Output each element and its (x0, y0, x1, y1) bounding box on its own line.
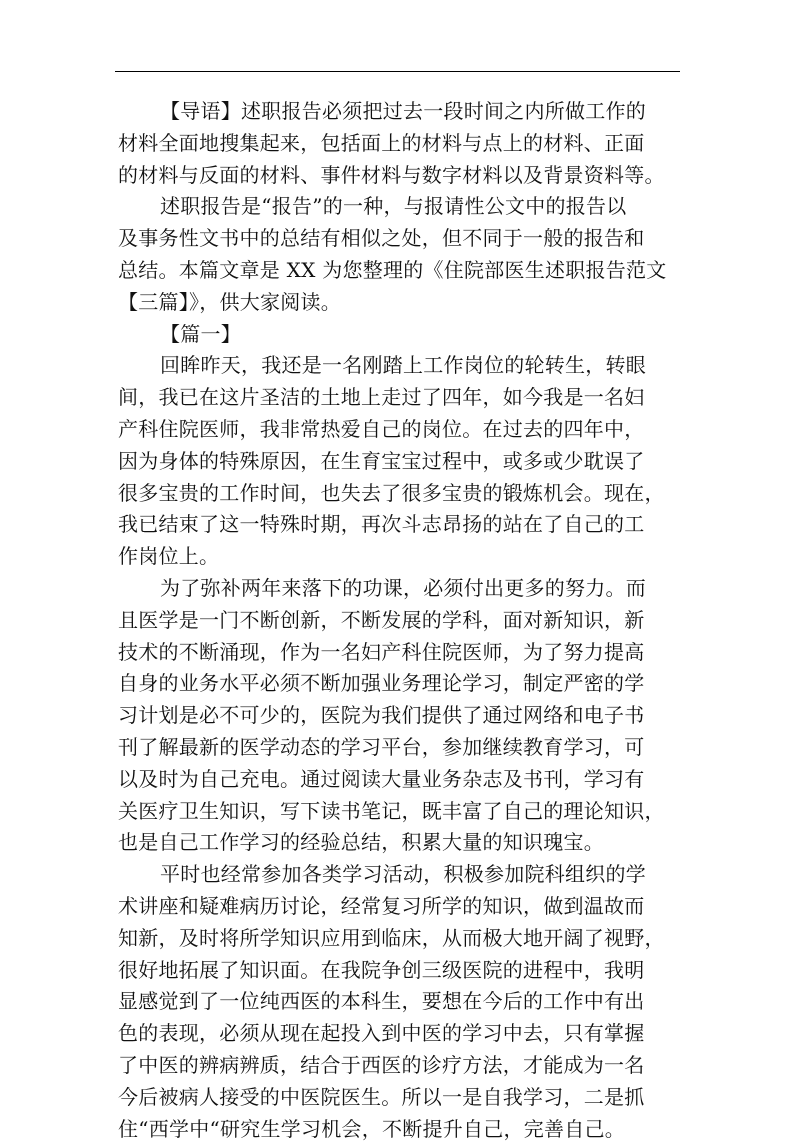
text-line: 很好地拓展了知识面。在我院争创三级医院的进程中，我明 (118, 955, 686, 987)
text-line: 色的表现，必须从现在起投入到中医的学习中去，只有掌握 (118, 1018, 686, 1050)
text-line: 【导语】述职报告必须把过去一段时间之内所做工作的 (118, 96, 686, 128)
text-line: 述职报告是“报告”的一种，与报请性公文中的报告以 (118, 191, 686, 223)
text-line: 【篇一】 (118, 319, 686, 351)
text-line: 自身的业务水平必须不断加强业务理论学习，制定严密的学 (118, 668, 686, 700)
text-line: 产科住院医师，我非常热爱自己的岗位。在过去的四年中， (118, 414, 686, 446)
text-line: 总结。本篇文章是 XX 为您整理的《住院部医生述职报告范文 (118, 255, 686, 287)
text-line: 了中医的辨病辨质，结合于西医的诊疗方法，才能成为一名 (118, 1050, 686, 1082)
text-line: 材料全面地搜集起来，包括面上的材料与点上的材料、正面 (118, 128, 686, 160)
header-rule (115, 71, 680, 72)
text-line: 显感觉到了一位纯西医的本科生，要想在今后的工作中有出 (118, 986, 686, 1018)
text-line: 因为身体的特殊原因，在生育宝宝过程中，或多或少耽误了 (118, 446, 686, 478)
text-line: 间，我已在这片圣洁的土地上走过了四年，如今我是一名妇 (118, 382, 686, 414)
document-body (118, 96, 686, 1145)
text-line: 平时也经常参加各类学习活动，积极参加院科组织的学 (118, 859, 686, 891)
text-line: 关医疗卫生知识，写下读书笔记，既丰富了自己的理论知识， (118, 796, 686, 828)
text-line: 以及时为自己充电。通过阅读大量业务杂志及书刊，学习有 (118, 764, 686, 796)
text-line: 知新，及时将所学知识应用到临床，从而极大地开阔了视野， (118, 923, 686, 955)
text-line: 住“西学中“研究生学习机会，不断提升自己，完善自己。 (118, 1114, 686, 1145)
text-line: 很多宝贵的工作时间，也失去了很多宝贵的锻炼机会。现在， (118, 478, 686, 510)
text-line: 术讲座和疑难病历讨论，经常复习所学的知识，做到温故而 (118, 891, 686, 923)
text-line: 【三篇】》，供大家阅读。 (118, 287, 686, 319)
text-line: 为了弥补两年来落下的功课，必须付出更多的努力。而 (118, 573, 686, 605)
text-line: 习计划是必不可少的，医院为我们提供了通过网络和电子书 (118, 700, 686, 732)
text-line: 今后被病人接受的中医院医生。所以一是自我学习，二是抓 (118, 1082, 686, 1114)
text-line: 且医学是一门不断创新，不断发展的学科，面对新知识，新 (118, 605, 686, 637)
text-line: 也是自己工作学习的经验总结，积累大量的知识瑰宝。 (118, 827, 686, 859)
text-line: 作岗位上。 (118, 541, 686, 573)
text-line: 技术的不断涌现，作为一名妇产科住院医师，为了努力提高 (118, 637, 686, 669)
text-line: 我已结束了这一特殊时期，再次斗志昂扬的站在了自己的工 (118, 509, 686, 541)
text-line: 的材料与反面的材料、事件材料与数字材料以及背景资料等。 (118, 160, 686, 192)
text-line: 刊了解最新的医学动态的学习平台，参加继续教育学习，可 (118, 732, 686, 764)
text-line: 回眸昨天，我还是一名刚踏上工作岗位的轮转生，转眼 (118, 350, 686, 382)
text-line: 及事务性文书中的总结有相似之处，但不同于一般的报告和 (118, 223, 686, 255)
